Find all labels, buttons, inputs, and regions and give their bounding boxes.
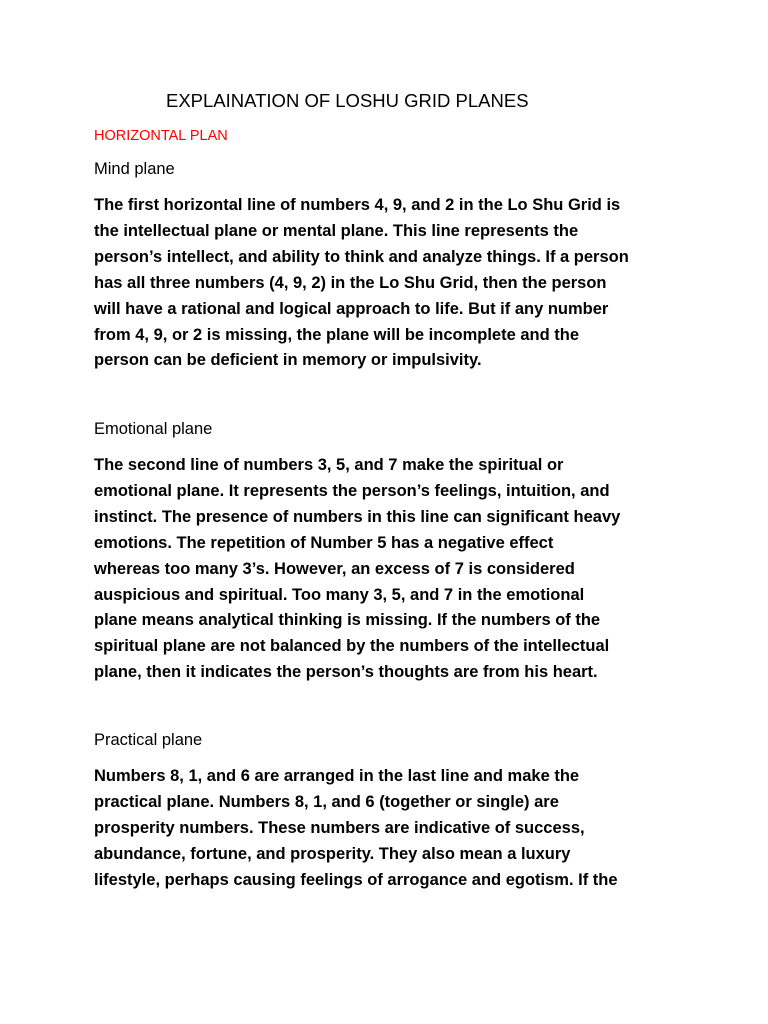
text-line: has all three numbers (4, 9, 2) in the Lo Shu Grid, then the person (94, 273, 607, 292)
plane-body-emotional (94, 453, 684, 686)
text-line: prosperity numbers. These numbers are indicative of success, (94, 818, 585, 837)
text-line: plane, then it indicates the person’s thoughts are from his heart. (94, 663, 598, 682)
text-line: practical plane. Numbers 8, 1, and 6 (together or single) are (94, 792, 559, 811)
text-line: Numbers 8, 1, and 6 are arranged in the last line and make the (94, 767, 580, 785)
text-line: auspicious and spiritual. Too many 3, 5, and 7 in the emotional (94, 585, 585, 604)
plane-heading-mind: Mind plane (94, 160, 175, 178)
text-line: abundance, fortune, and prosperity. They also mean a luxury (94, 844, 571, 863)
text-line: person can be deficient in memory or impulsivity. (94, 351, 482, 370)
text-line: The first horizontal line of numbers 4, 9, and 2 in the Lo Shu Grid is (94, 196, 621, 214)
plane-heading-practical: Practical plane (94, 731, 203, 749)
text-line: whereas too many 3’s. However, an excess of 7 is considered (94, 559, 575, 578)
text-line: will have a rational and logical approach to life. But if any number (94, 299, 609, 318)
text-line: lifestyle, perhaps causing feelings of arrogance and egotism. If the (94, 870, 618, 889)
text-line: emotional plane. It represents the person’s feelings, intuition, and (94, 481, 610, 500)
page-title: EXPLAINATION OF LOSHU GRID PLANES (166, 90, 529, 111)
section-heading-horizontal-plan: HORIZONTAL PLAN (94, 128, 228, 144)
text-line: The second line of numbers 3, 5, and 7 make the spiritual or (94, 456, 564, 474)
plane-body-practical (94, 764, 684, 894)
text-line: from 4, 9, or 2 is missing, the plane will be incomplete and the (94, 325, 580, 344)
text-line: the intellectual plane or mental plane. This line represents the (94, 221, 579, 240)
text-line: spiritual plane are not balanced by the numbers of the intellectual (94, 637, 610, 656)
plane-body-mind (94, 193, 684, 374)
text-line: plane means analytical thinking is missing. If the numbers of the (94, 611, 601, 630)
text-line: emotions. The repetition of Number 5 has a negative effect (94, 533, 554, 552)
plane-heading-emotional: Emotional plane (94, 420, 213, 438)
text-line: person’s intellect, and ability to think and analyze things. If a person (94, 247, 629, 266)
text-line: instinct. The presence of numbers in this line can significant heavy (94, 507, 621, 526)
